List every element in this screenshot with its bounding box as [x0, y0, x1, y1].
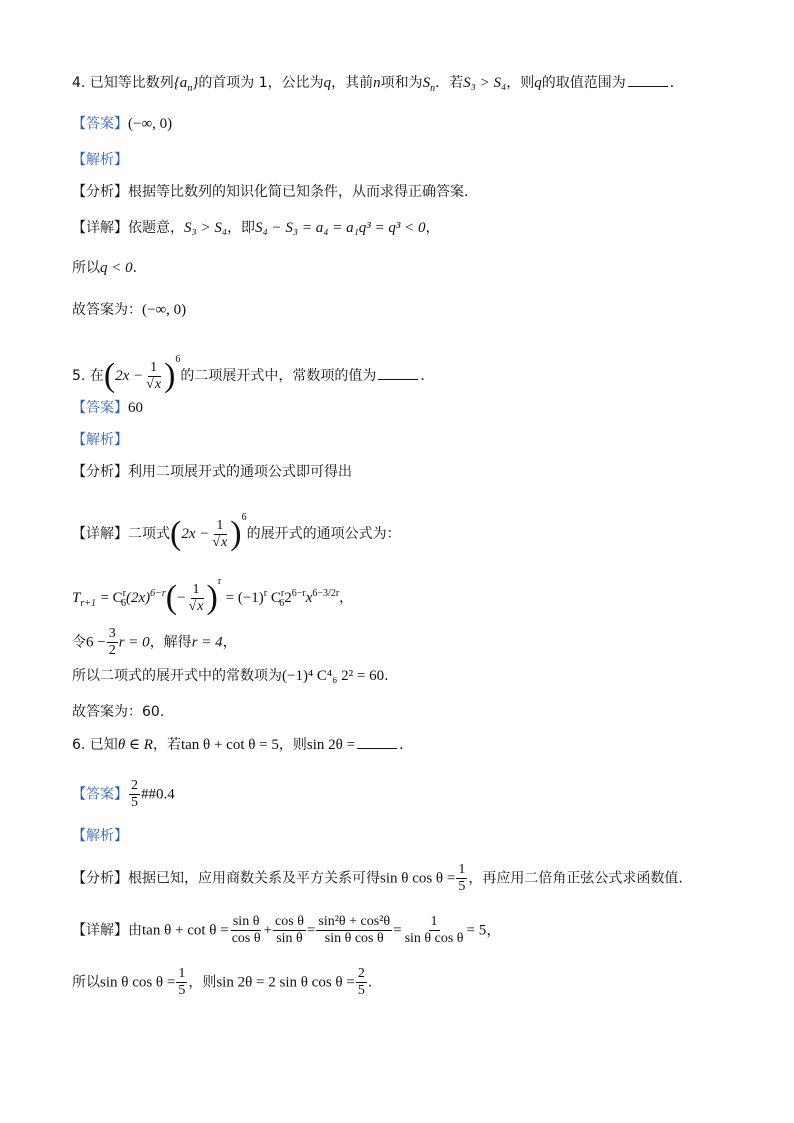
q5-ling	[72, 626, 734, 659]
q5-power: 6	[175, 354, 181, 365]
q4-fenxi-text: 根据等比数列的知识化简已知条件，从而求得正确答案.	[128, 184, 469, 200]
q4-stem-text-2: 的首项为 1，公比为	[198, 75, 324, 91]
paren-open: (	[165, 579, 178, 616]
q6-answer	[72, 778, 734, 811]
q6-fenxi	[72, 862, 734, 895]
q5-fraction: $\frac{1}{√x}$	[146, 359, 162, 392]
q5-answer-value: 60	[128, 400, 143, 416]
q6-answer-alt: ##0.4	[141, 786, 175, 803]
q5-result-text: 所以二项式的展开式中的常数项为	[72, 668, 282, 684]
q6-fenxi-fraction: $\frac{1}{5}$	[458, 862, 466, 894]
q6-xj-plus: +	[263, 922, 273, 939]
q4-conclusion-math: q < 0	[100, 260, 133, 276]
q6-target: sin 2θ =	[306, 737, 356, 753]
q4-answer	[72, 114, 734, 134]
q4-answer-blank	[628, 72, 668, 87]
q5-ling-math-3: r = 4	[191, 634, 223, 651]
q4-seq: $\{a_n\}$	[173, 75, 199, 94]
q5-xiangjie-fraction: $\frac{1}{√x}$	[212, 517, 228, 550]
q4-stem-text-7: 的取值范围为	[541, 75, 626, 91]
paren-open: (	[170, 515, 182, 552]
q6-last-frac-1: $\frac{1}{5}$	[178, 966, 186, 998]
q6-last	[72, 966, 734, 999]
q4-jiexi	[72, 150, 734, 170]
q4-conclusion	[72, 258, 734, 278]
q4-stem-text-3: ，其前	[331, 75, 374, 91]
q6-last-frac-2: $\frac{2}{5}$	[357, 966, 365, 998]
fenxi-tag: 【分析】	[72, 464, 128, 480]
q5-fenxi-text: 利用二项展开式的通项公式即可得出	[128, 464, 352, 480]
answer-tag: 【答案】	[72, 116, 128, 132]
q4-xiangjie-cond: S₃ > S₄	[184, 220, 228, 236]
q4-xiangjie-text-3: ，	[425, 220, 440, 236]
q5-general-term	[72, 572, 734, 615]
paren-close: )	[230, 515, 242, 552]
q4-stem-text-4: 项和为	[380, 75, 423, 91]
q5-stem-text: 5. 在	[72, 368, 104, 384]
q5-result	[72, 666, 734, 686]
q5-xiangjie	[72, 508, 734, 551]
q5-final-text: 故答案为：60.	[72, 704, 165, 720]
q4-conclusion-end: .	[132, 260, 138, 276]
q5-xiangjie-expr: 2x −	[181, 526, 210, 542]
q5-t-end: ，	[339, 590, 354, 606]
q6-fenxi-text: 根据已知，应用商数关系及平方关系可得	[128, 870, 380, 887]
q5-expr: 2x −	[115, 368, 144, 384]
q6-xj-frac-1: $\frac{\text{sin θ}}{\text{cos θ}}$	[231, 914, 261, 946]
q4-final	[72, 300, 734, 320]
q5-t-c: = $C^r_6$	[100, 588, 126, 609]
q5-jiexi	[72, 430, 734, 450]
q6-xj-math: tan θ + cot θ =	[142, 922, 229, 939]
q4-n: n	[373, 75, 381, 91]
q5-xiangjie-power: 6	[241, 512, 247, 523]
q5-answer	[72, 398, 734, 418]
answer-tag: 【答案】	[72, 786, 128, 803]
q5-ling-math-2: r = 0	[118, 634, 150, 651]
q4-stem	[72, 72, 734, 99]
fenxi-tag: 【分析】	[72, 870, 128, 887]
q6-xj-frac-3: $\frac{\text{sin²θ + cos²θ}}{\text{sin θ cos θ}}$	[318, 914, 391, 946]
q4-xiangjie	[72, 218, 734, 238]
q6-xj-frac-2: $\frac{\text{cos θ}}{\text{sin θ}}$	[275, 914, 304, 946]
q6-last-math: sin θ cos θ =	[100, 974, 176, 991]
q6-xiangjie-text: 由	[128, 922, 142, 939]
q6-stem-text-2: ，若	[152, 737, 181, 753]
q6-last-end: .	[367, 974, 373, 991]
q5-ling-fraction: $\frac{3}{2}$	[108, 626, 116, 658]
q4-xiangjie-text: 依题意，	[128, 220, 184, 236]
q6-xj-eq-2: =	[393, 922, 402, 939]
q4-xiangjie-text-2: ，即	[227, 220, 256, 236]
q5-xiangjie-text-2: 的展开式的通项公式为：	[246, 526, 401, 542]
jiexi-tag: 【解析】	[72, 152, 128, 168]
q5-t-neg-sup: r	[217, 576, 222, 587]
q5-ling-math: 6 −	[86, 634, 106, 651]
paren-close: )	[206, 579, 218, 616]
q5-fenxi	[72, 462, 734, 482]
q4-condition: S₃ > S₄	[463, 75, 507, 91]
q6-xj-eq: =	[306, 922, 316, 939]
q5-ling-end: ，	[222, 634, 237, 651]
q5-xiangjie-text: 二项式	[128, 526, 170, 542]
q4-conclusion-text: 所以	[72, 260, 100, 276]
q4-stem-text-5: ．若	[435, 75, 464, 91]
q5-t-rhs: = $(-1)^r$ $C^r_62^{6-r}x^{6-3/2r}$	[225, 588, 340, 609]
q6-condition: tan θ + cot θ = 5	[180, 737, 279, 753]
q5-result-math: (−1)⁴ C⁴₆ 2² = 60	[282, 668, 385, 684]
q5-t-2x: $(2x)^{6-r}$	[126, 588, 166, 606]
q5-stem-end: ．	[420, 368, 435, 384]
q4-answer-value: (−∞, 0)	[128, 116, 173, 132]
q4-stem-end: ．	[669, 75, 684, 91]
q6-fenxi-math: sin θ cos θ =	[380, 870, 456, 887]
q6-fenxi-text-2: ，再应用二倍角正弦公式求函数值.	[468, 870, 683, 887]
q5-ling-text: 令	[72, 634, 86, 651]
q5-stem	[72, 350, 734, 393]
q6-last-text-2: ，则	[188, 974, 217, 991]
q6-xj-frac-4: $\frac{1}{\text{sin θ cos θ}}$	[404, 914, 464, 946]
fenxi-tag: 【分析】	[72, 184, 128, 200]
q6-last-math-2: sin 2θ = 2 sin θ cos θ =	[216, 974, 355, 991]
xiangjie-tag: 【详解】	[72, 922, 128, 939]
q5-result-end: .	[384, 668, 389, 684]
q5-ling-text-2: ，解得	[149, 634, 192, 651]
q4-xiangjie-eq: S₄ − S₃ = a₄ = a₁q³ = q³ < 0	[255, 220, 426, 236]
q6-stem-end: ．	[399, 737, 414, 753]
q4-q: q	[323, 75, 332, 91]
q6-answer-blank	[357, 734, 397, 749]
q5-answer-blank	[378, 365, 418, 380]
q6-stem-text-3: ，则	[278, 737, 307, 753]
xiangjie-tag: 【详解】	[72, 220, 128, 236]
q4-stem-text: 4. 已知等比数列	[72, 75, 174, 91]
q6-xj-end: = 5，	[466, 922, 502, 939]
xiangjie-tag: 【详解】	[72, 526, 128, 542]
q6-jiexi	[72, 826, 734, 846]
minus-sign: −	[177, 590, 186, 606]
answer-tag: 【答案】	[72, 400, 128, 416]
jiexi-tag: 【解析】	[72, 828, 128, 844]
q6-last-text: 所以	[72, 974, 100, 991]
q4-final-math: (−∞, 0)	[142, 302, 187, 318]
q4-final-text: 故答案为：	[72, 302, 142, 318]
paren-open: (	[103, 357, 116, 394]
jiexi-tag: 【解析】	[72, 432, 128, 448]
q5-t-fraction: $\frac{1}{√x}$	[188, 581, 204, 614]
q5-stem-text-2: 的二项展开式中，常数项的值为	[180, 368, 377, 384]
paren-close: )	[164, 357, 176, 394]
q6-stem-text: 6. 已知	[72, 737, 118, 753]
q6-stem	[72, 734, 734, 755]
q5-t-lhs: $T_{r+1}$	[72, 590, 96, 609]
q4-q2: q	[534, 75, 542, 91]
q4-stem-text-6: ，则	[506, 75, 535, 91]
q6-theta-in: θ ∈ R	[117, 737, 153, 753]
q6-answer-fraction: $\frac{2}{5}$	[131, 778, 138, 810]
q5-final	[72, 702, 734, 722]
q4-fenxi	[72, 182, 734, 202]
q4-sn: $S_n$	[422, 75, 436, 94]
q6-xiangjie	[72, 914, 734, 947]
